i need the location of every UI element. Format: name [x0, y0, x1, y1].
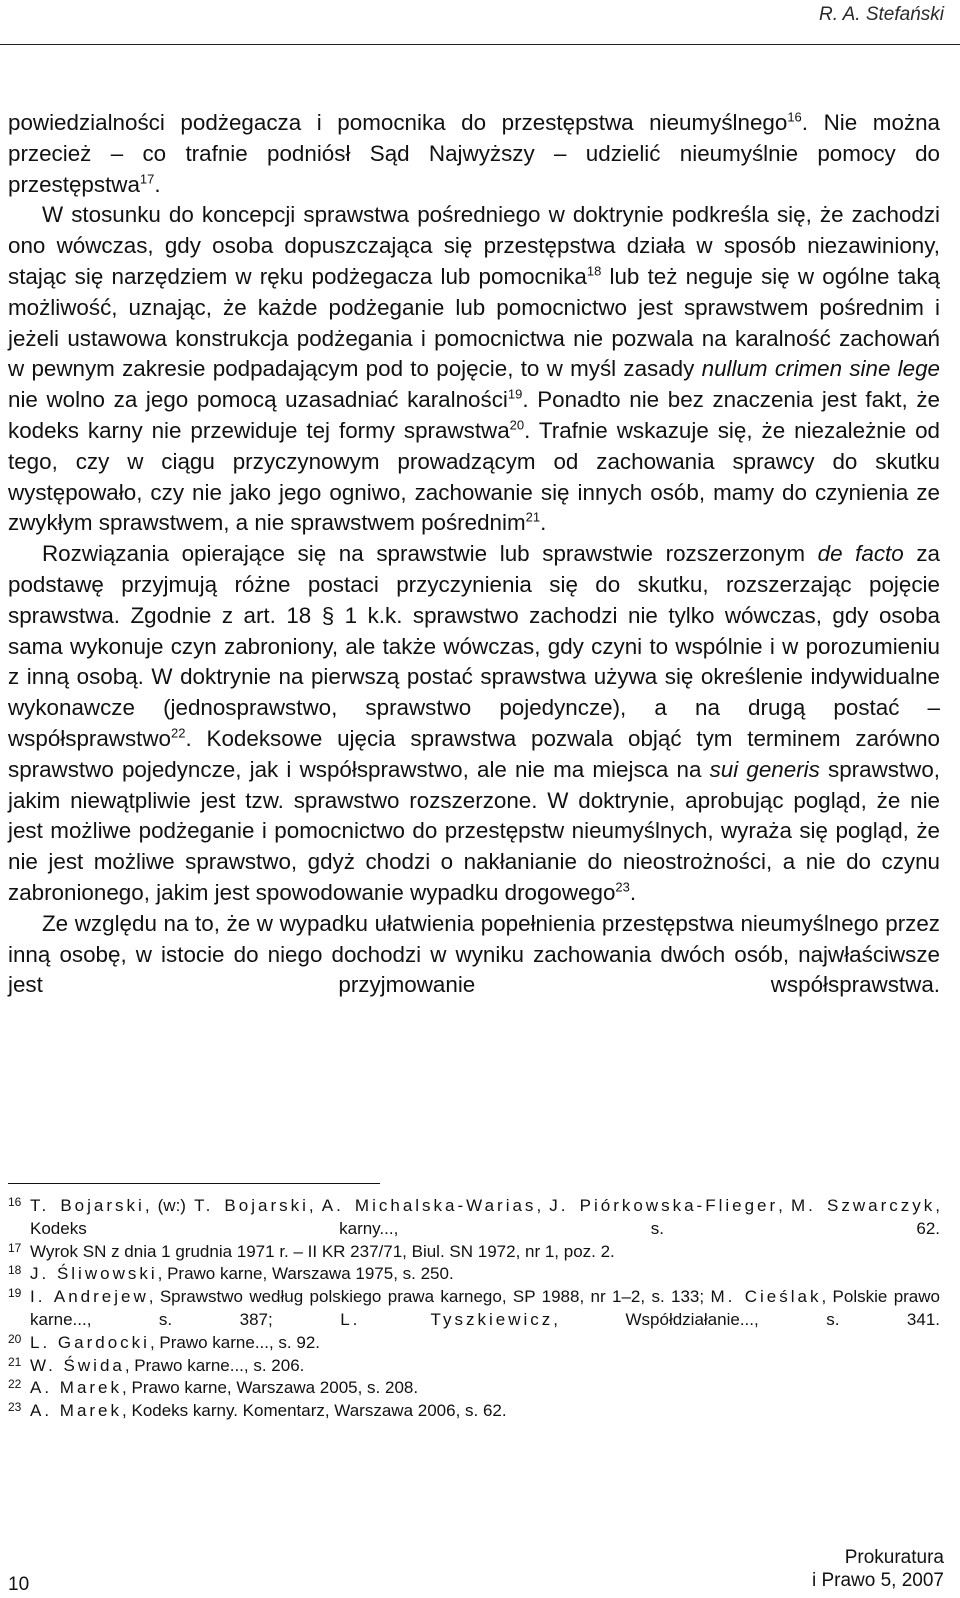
text-run: , Kodeks karny..., s. 62. — [30, 1196, 940, 1238]
footnote-number: 19 — [8, 1286, 22, 1301]
footnote-separator — [8, 1183, 380, 1184]
header-divider — [0, 44, 960, 45]
text-run: . Kodeksowe ujęcia sprawstwa pozwala objąć tym terminem zarówno sprawstwo pojedyncze, jak i współsprawstwo, ale nie ma miejsca na — [8, 725, 940, 782]
footnote-number: 18 — [8, 1263, 22, 1278]
author-name: W. Świda — [30, 1355, 125, 1375]
text-run: powiedzialności podżegacza i pomocnika do przestępstwa nieumyślnego — [8, 110, 788, 135]
footnote-text — [30, 1355, 940, 1378]
text-run: , — [536, 1196, 550, 1215]
text-run: za podstawę przyjmują różne postaci przyczynienia się do skutku, rozszerzając pojęcie sprawstwa. Zgodnie z art. 18 § 1 k.k. sprawstwo zachodzi nie tylko wówczas, gdy osoba sama wykonuje czyn zabroniony, ale także wówczas, gdy czyni to wspólnie i w porozumieniu z inną osobą. W doktrynie na pierwszą postać sprawstwa używa się określenie indywidualne wykonawcze (jednosprawstwo, sprawstwo pojedyncze), a na drugą postać – współsprawstwo — [8, 541, 941, 751]
footnote-reference[interactable]: 17 — [139, 171, 155, 187]
text-run: W stosunku do koncepcji sprawstwa pośredniego w doktrynie podkreśla się, że zachodzi ono wówczas, gdy osoba dopuszczająca się przestępstwa działa w sposób niezawiniony, stając się narzędziem w ręku podżegacza lub pomocnika — [8, 202, 940, 289]
footnote-number: 17 — [8, 1240, 22, 1255]
footnote-reference[interactable]: 21 — [525, 509, 541, 525]
italic-phrase: sui generis — [709, 756, 820, 782]
text-run: Ze względu na to, że w wypadku ułatwienia popełnienia przestępstwa nieumyślnego przez inną osobę, w istocie do niego dochodzi w wyniku zachowania dwóch osób, najwłaściwsze jest przyjmowanie współsprawstwa. — [8, 910, 940, 998]
footnote — [8, 1377, 940, 1400]
journal-title: Prokuratura — [844, 1547, 944, 1568]
footnote-text — [30, 1195, 940, 1241]
italic-phrase: nullum crimen sine lege — [701, 356, 941, 382]
footnote-reference[interactable]: 19 — [507, 386, 523, 402]
text-run: . — [154, 171, 161, 197]
text-run: sprawstwo, jakim niewątpliwie jest tzw. sprawstwo rozszerzone. W doktrynie, aprobując pogląd, że nie jest możliwe podżeganie i pomocnictwo do przestępstw nieumyślnych, wyraża się pogląd, że nie jest możliwe sprawstwo, gdyż chodzi o nakłanianie do nieostrożności, a nie do czynu zabronionego, jakim jest spowodowanie wypadku drogowego — [8, 756, 940, 905]
text-run: . — [629, 879, 637, 905]
text-run: Wyrok SN z dnia 1 grudnia 1971 r. – II KR 237/71, Biul. SN 1972, nr 1, poz. 2. — [30, 1241, 615, 1261]
author-name: M. Cieślak — [710, 1287, 822, 1307]
author-name: A. Michalska-Warias — [321, 1196, 537, 1215]
paragraph — [8, 909, 940, 1001]
italic-phrase: de facto — [817, 541, 904, 567]
footnote-reference[interactable]: 22 — [171, 725, 186, 741]
footnote — [8, 1195, 940, 1241]
paragraph — [8, 539, 940, 909]
footnote — [8, 1241, 940, 1264]
footnote-text — [30, 1400, 940, 1423]
text-run: . — [540, 510, 547, 536]
text-run: Rozwiązania opierające się na sprawstwie lub sprawstwie rozszerzonym — [42, 541, 818, 567]
footnote-reference[interactable]: 20 — [509, 417, 525, 433]
journal-footer — [812, 1546, 944, 1592]
text-run: . Nie można przecież – co trafnie podniósł Sąd Najwyższy – udzielić nieumyślnie pomocy do przestępstwa — [8, 110, 940, 197]
text-run: , Polskie prawo karne..., s. 387; — [30, 1287, 940, 1329]
text-run: lub też neguje się w ogólne taką możliwość, uznając, że każde podżeganie lub pomocnictwo jest sprawstwem pośrednim i jeżeli ustawowa konstrukcja podżegania i pomocnictwa nie pozwala na karalność zachowań w pewnym zakresie podpadającym pod to pojęcie, to w myśl zasady — [8, 263, 940, 382]
text-run: , Kodeks karny. Komentarz, Warszawa 2006, s. 62. — [122, 1401, 507, 1421]
text-run: nie wolno za jego pomocą uzasadniać karalności — [8, 387, 508, 413]
text-run: , — [308, 1196, 322, 1215]
footnote-text — [30, 1332, 940, 1355]
author-name: T. Bojarski — [30, 1196, 145, 1215]
text-run: , Prawo karne, Warszawa 1975, s. 250. — [157, 1264, 454, 1284]
footnote-reference[interactable]: 16 — [787, 109, 802, 125]
footnote — [8, 1286, 940, 1332]
author-name: T. Bojarski — [194, 1196, 309, 1215]
footnote-number: 22 — [8, 1377, 22, 1392]
text-run: , Prawo karne, Warszawa 2005, s. 208. — [122, 1378, 419, 1398]
text-run: , Prawo karne..., s. 206. — [124, 1355, 305, 1375]
author-name: J. Śliwowski — [30, 1264, 158, 1284]
journal-issue: i Prawo 5, 2007 — [811, 1570, 944, 1591]
paragraph — [8, 200, 940, 539]
footnotes-section — [8, 1195, 940, 1423]
text-run: , (w:) — [144, 1196, 195, 1215]
author-name: A. Marek — [30, 1378, 123, 1398]
footnote-text — [30, 1377, 940, 1400]
author-name: L. Gardocki — [30, 1332, 150, 1352]
footnote — [8, 1355, 940, 1378]
footnote — [8, 1332, 940, 1355]
article-body — [8, 108, 940, 1001]
author-name: J. Piórkowska-Flieger — [549, 1196, 779, 1215]
footnote-number: 21 — [8, 1354, 22, 1369]
author-name: L. Tyszkiewicz — [340, 1309, 554, 1329]
footnote-reference[interactable]: 18 — [586, 263, 602, 279]
author-name: I. Andrejew — [30, 1287, 149, 1307]
running-header-author: R. A. Stefański — [819, 4, 944, 25]
text-run: . Ponadto nie bez znaczenia jest fakt, że kodeks karny nie przewiduje tej formy sprawstwa — [8, 387, 940, 443]
footnote — [8, 1263, 940, 1286]
text-run: , Prawo karne..., s. 92. — [149, 1332, 321, 1352]
footnote-number: 23 — [8, 1400, 22, 1415]
author-name: M. Szwarczyk — [791, 1196, 936, 1215]
footnote — [8, 1400, 940, 1423]
page-number: 10 — [8, 1574, 30, 1595]
footnote-text — [30, 1241, 940, 1264]
text-run: . Trafnie wskazuje się, że niezależnie od tego, czy w ciągu przyczynowym prowadzącym od zachowania sprawcy do skutku występowało, czy nie jako jego ogniwo, zachowanie się innych osób, mamy do czynienia ze zwykłym sprawstwem, a nie sprawstwem pośrednim — [8, 417, 940, 536]
text-run: , — [778, 1196, 792, 1215]
text-run: , Sprawstwo według polskiego prawa karnego, SP 1988, nr 1–2, s. 133; — [148, 1287, 711, 1307]
footnote-number: 16 — [8, 1195, 22, 1209]
footnote-number: 20 — [8, 1331, 22, 1346]
author-name: A. Marek — [30, 1401, 123, 1421]
text-run: , Współdziałanie..., s. 341. — [553, 1309, 940, 1329]
paragraph — [8, 108, 940, 200]
footnote-reference[interactable]: 23 — [615, 879, 630, 895]
footnote-text — [30, 1286, 940, 1332]
footnote-text — [30, 1263, 940, 1286]
